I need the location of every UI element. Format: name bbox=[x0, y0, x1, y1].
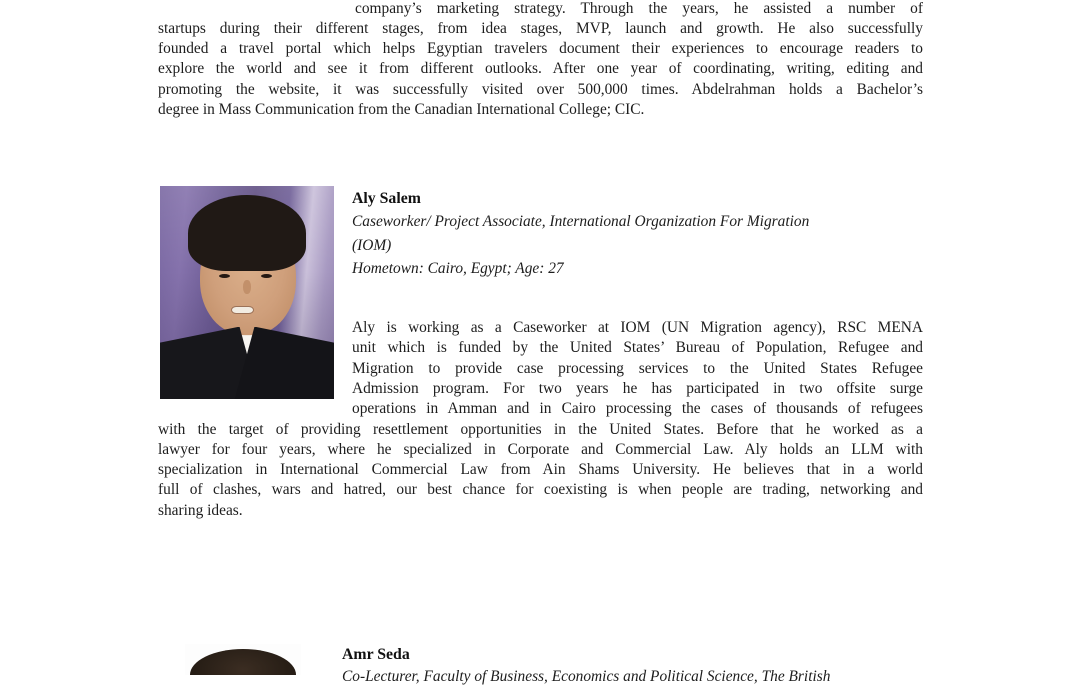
bio-line: sharing ideas. bbox=[158, 501, 923, 521]
nose-shape bbox=[243, 280, 251, 294]
bio-line: Aly is working as a Caseworker at IOM (UN Migration agency), RSC MENA bbox=[352, 318, 923, 338]
bio-line: lawyer for four years, where he specialized in Corporate and Commercial Law. Aly holds an LLM with bbox=[158, 440, 923, 460]
hair-shape bbox=[190, 649, 297, 675]
bio-line: full of clashes, wars and hatred, our best chance for coexisting is when people are trading, networking and bbox=[158, 480, 923, 500]
mouth-shape bbox=[231, 306, 254, 314]
person-name-aly: Aly Salem bbox=[352, 189, 421, 209]
bio-line: unit which is funded by the United States’ Bureau of Population, Refugee and bbox=[352, 338, 923, 358]
bio-line: promoting the website, it was successfully visited over 500,000 times. Abdelrahman holds a Bachelor’s bbox=[158, 80, 923, 100]
bio-line: Admission program. For two years he has participated in two offsite surge bbox=[352, 379, 923, 399]
person-title-line2: (IOM) bbox=[352, 236, 391, 257]
portrait-amr-seda bbox=[185, 644, 301, 675]
bio-line: operations in Amman and in Cairo processing the cases of thousands of refugees bbox=[352, 399, 923, 419]
bio-line: explore the world and see it from different outlooks. After one year of coordinating, writing, editing and bbox=[158, 59, 923, 79]
person-title-partial: Co-Lecturer, Faculty of Business, Economics and Political Science, The British bbox=[342, 667, 830, 687]
bio-line: founded a travel portal which helps Egyptian travelers document their experiences to encourage readers to bbox=[158, 39, 923, 59]
person-hometown-age: Hometown: Cairo, Egypt; Age: 27 bbox=[352, 259, 564, 280]
person-name-amr: Amr Seda bbox=[342, 645, 410, 665]
bio-line: startups during their different stages, from idea stages, MVP, launch and growth. He also successfully bbox=[158, 19, 923, 39]
bio-line: degree in Mass Communication from the Canadian International College; CIC. bbox=[158, 100, 923, 120]
bio-line: specialization in International Commercial Law from Ain Shams University. He believes that in a world bbox=[158, 460, 923, 480]
bio-line: company’s marketing strategy. Through the years, he assisted a number of bbox=[355, 0, 923, 19]
portrait-aly-salem bbox=[160, 186, 334, 399]
bio-line: Migration to provide case processing services to the United States Refugee bbox=[352, 359, 923, 379]
person-title-line1: Caseworker/ Project Associate, International Organization For Migration bbox=[352, 212, 809, 233]
hair-shape bbox=[188, 195, 306, 272]
bio-line: with the target of providing resettlement opportunities in the United States. Before that he worked as a bbox=[158, 420, 923, 440]
